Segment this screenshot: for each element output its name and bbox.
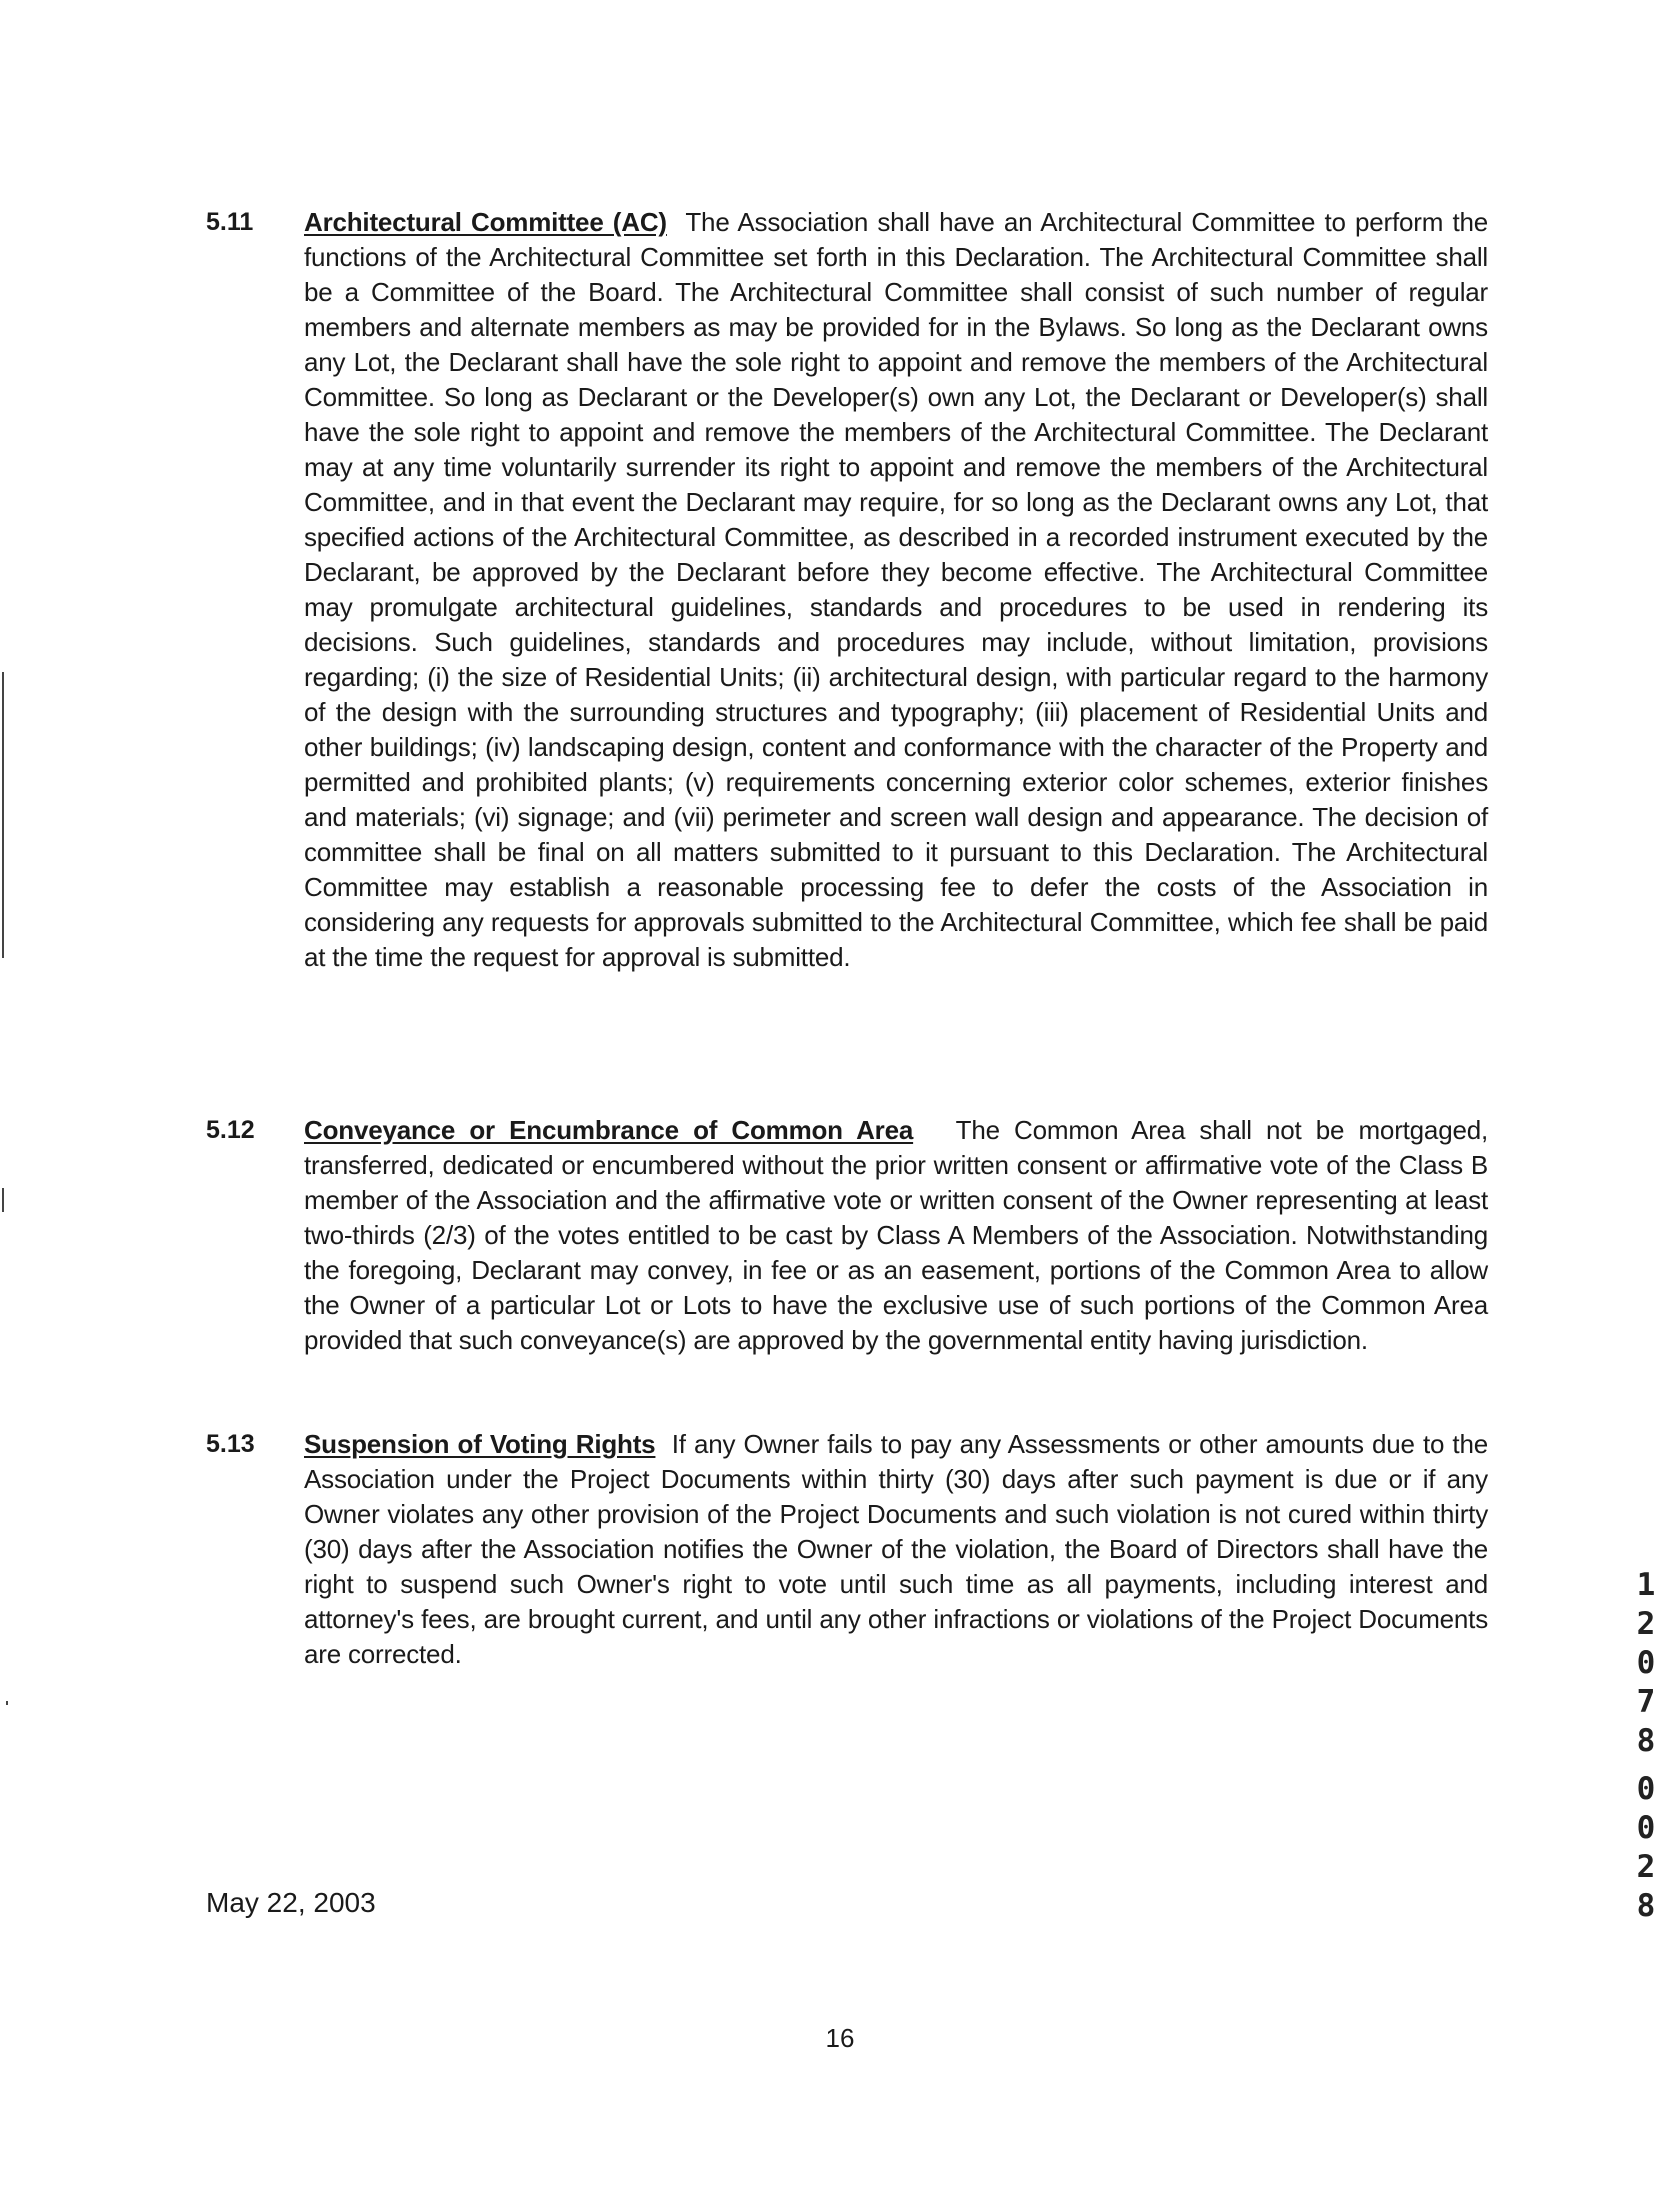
- section-number: 5.11: [206, 208, 254, 236]
- section-title: Architectural Committee (AC): [304, 207, 667, 237]
- stamp-digit: 7: [1636, 1684, 1656, 1720]
- section-body: [304, 1427, 1488, 1672]
- section-title: Suspension of Voting Rights: [304, 1429, 656, 1459]
- stamp-digit: 8: [1636, 1723, 1656, 1759]
- margin-scan-mark: [6, 1701, 8, 1705]
- section-5-11: [206, 205, 1488, 975]
- section-5-13: [206, 1427, 1488, 1672]
- margin-scan-mark: [2, 672, 4, 958]
- stamp-digit: 0: [1636, 1645, 1656, 1681]
- section-number: 5.13: [206, 1430, 255, 1458]
- stamp-digit: 0: [1636, 1771, 1656, 1807]
- section-text: The Association shall have an Architectural Committee to perform the functions of the Architectural Committee set forth in this Declaration. The Architectural Committee shall be a Committee of the Board. The Architectural Committee shall consist of such number of regular members and alternate members as may be provided for in the Bylaws. So long as the Declarant owns any Lot, the Declarant shall have the sole right to appoint and remove the members of the Architectural Committee. So long as Declarant or the Developer(s) own any Lot, the Declarant or Developer(s) shall have the sole right to appoint and remove the members of the Architectural Committee. The Declarant may at any time voluntarily surrender its right to appoint and remove the members of the Architectural Committee, and in that event the Declarant may require, for so long as the Declarant owns any Lot, that specified actions of the Architectural Committee, as described in a recorded instrument executed by the Declarant, be approved by the Declarant before they become effective. The Architectural Committee may promulgate architectural guidelines, standards and procedures to be used in rendering its decisions. Such guidelines, standards and procedures may include, without limitation, provisions regarding; (i) the size of Residential Units; (ii) architectural design, with particular regard to the harmony of the design with the surrounding structures and typography; (iii) placement of Residential Units and other buildings; (iv) landscaping design, content and conformance with the character of the Property and permitted and prohibited plants; (v) requirements concerning exterior color schemes, exterior finishes and materials; (vi) signage; and (vii) perimeter and screen wall design and appearance. The decision of committee shall be final on all matters submitted to it pursuant to this Declaration. The Architectural Committee may establish a reasonable processing fee to defer the costs of the Association in considering any requests for approvals submitted to the Architectural Committee, which fee shall be paid at the time the request for approval is submitted.: [304, 207, 1488, 972]
- section-body: [304, 1113, 1488, 1358]
- margin-scan-mark: [2, 1188, 4, 1212]
- section-5-12: [206, 1113, 1488, 1358]
- section-title: Conveyance or Encumbrance of Common Area: [304, 1115, 914, 1145]
- stamp-digit: 1: [1636, 1567, 1656, 1603]
- section-text: If any Owner fails to pay any Assessments or other amounts due to the Association under the Project Documents within thirty (30) days after such payment is due or if any Owner violates any other provision of the Project Documents and such violation is not cured within thirty (30) days after the Association notifies the Owner of the violation, the Board of Directors shall have the right to suspend such Owner's right to vote until such time as all payments, including interest and attorney's fees, are brought current, and until any other infractions or violations of the Project Documents are corrected.: [304, 1429, 1488, 1669]
- section-body: [304, 205, 1488, 975]
- stamp-digit: 8: [1636, 1888, 1656, 1924]
- stamp-digit: 2: [1636, 1849, 1656, 1885]
- footer-date: May 22, 2003: [206, 1887, 376, 1918]
- recording-stamp-bottom: [1628, 1770, 1664, 1926]
- stamp-digit: 2: [1636, 1606, 1656, 1642]
- stamp-digit: 0: [1636, 1810, 1656, 1846]
- section-number: 5.12: [206, 1116, 255, 1144]
- page-number: 16: [825, 2023, 855, 2053]
- section-text: The Common Area shall not be mortgaged, transferred, dedicated or encumbered without the prior written consent or affirmative vote of the Class B member of the Association and the affirmative vote or written consent of the Owner representing at least two-thirds (2/3) of the votes entitled to be cast by Class A Members of the Association. Notwithstanding the foregoing, Declarant may convey, in fee or as an easement, portions of the Common Area to allow the Owner of a particular Lot or Lots to have the exclusive use of such portions of the Common Area provided that such conveyance(s) are approved by the governmental entity having jurisdiction.: [304, 1115, 1488, 1355]
- recording-stamp-top: [1628, 1566, 1664, 1761]
